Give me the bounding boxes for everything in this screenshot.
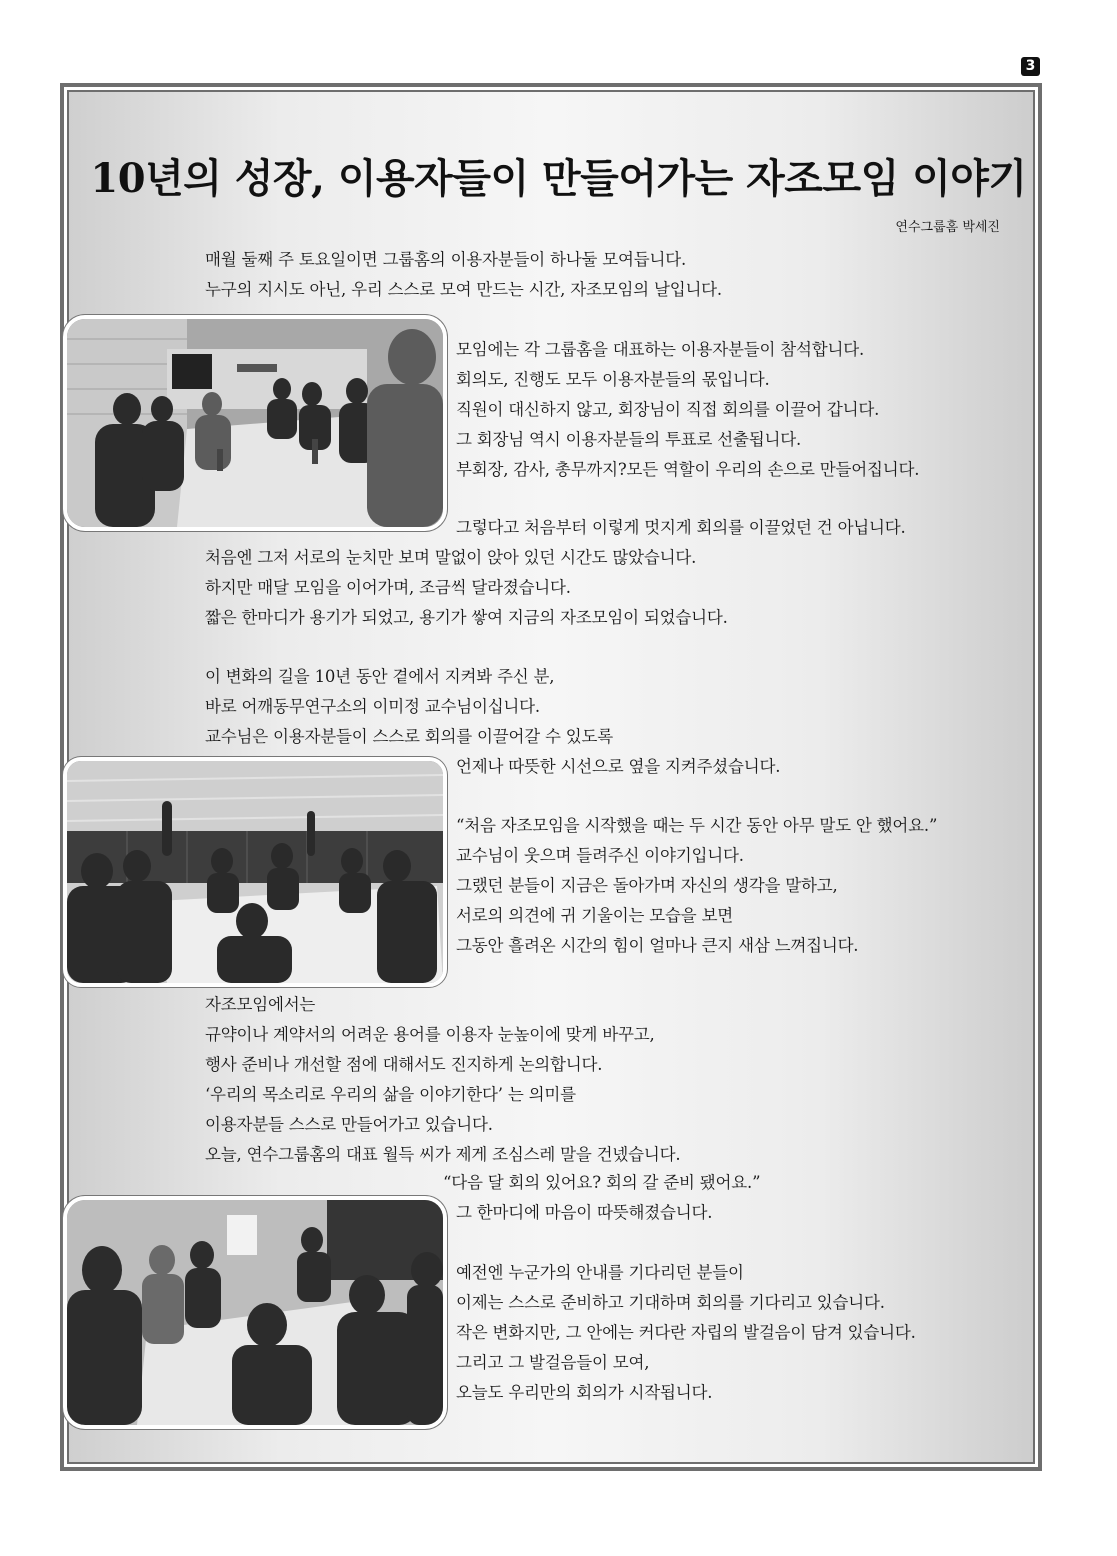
paragraph-line: 교수님이 웃으며 들려주신 이야기입니다. xyxy=(456,846,744,865)
page-number: 3 xyxy=(1021,57,1040,76)
paragraph-line: 예전엔 누군가의 안내를 기다리던 분들이 xyxy=(456,1263,744,1282)
paragraph-line: 그 한마디에 마음이 따뜻해졌습니다. xyxy=(456,1203,713,1222)
paragraph-line: 행사 준비나 개선할 점에 대해서도 진지하게 논의합니다. xyxy=(205,1055,603,1074)
paragraph-line: ‘우리의 목소리로 우리의 삶을 이야기한다’ 는 의미를 xyxy=(205,1085,576,1104)
paragraph-line: 서로의 의견에 귀 기울이는 모습을 보면 xyxy=(456,906,734,925)
paragraph-line: 작은 변화지만, 그 안에는 커다란 자립의 발걸음이 담겨 있습니다. xyxy=(456,1323,916,1342)
paragraph-line: 그 회장님 역시 이용자분들의 투표로 선출됩니다. xyxy=(456,430,802,449)
paragraph-line: 자조모임에서는 xyxy=(205,995,316,1014)
paragraph-line: 짧은 한마디가 용기가 되었고, 용기가 쌓여 지금의 자조모임이 되었습니다. xyxy=(205,608,728,627)
paragraph-line: 그동안 흘려온 시간의 힘이 얼마나 큰지 새삼 느껴집니다. xyxy=(456,936,859,955)
meeting-photo-3 xyxy=(63,1196,447,1429)
paragraph-line: 처음엔 그저 서로의 눈치만 보며 말없이 앉아 있던 시간도 많았습니다. xyxy=(205,548,697,567)
paragraph-line: 교수님은 이용자분들이 스스로 회의를 이끌어갈 수 있도록 xyxy=(205,727,614,746)
paragraph-line: “처음 자조모임을 시작했을 때는 두 시간 동안 아무 말도 안 했어요.” xyxy=(456,816,938,835)
paragraph-line: 바로 어깨동무연구소의 이미정 교수님이십니다. xyxy=(205,697,540,716)
paragraph-line: 이 변화의 길을 10년 동안 곁에서 지켜봐 주신 분, xyxy=(205,667,555,686)
paragraph-line: 부회장, 감사, 총무까지?모든 역할이 우리의 손으로 만들어집니다. xyxy=(456,460,920,479)
paragraph-line: 그리고 그 발걸음들이 모여, xyxy=(456,1353,650,1372)
article-title: 10년의 성장, 이용자들이 만들어가는 자조모임 이야기 xyxy=(90,155,1027,202)
paragraph-line: 매월 둘째 주 토요일이면 그룹홈의 이용자분들이 하나둘 모여듭니다. xyxy=(205,250,687,269)
paragraph-line: “다음 달 회의 있어요? 회의 갈 준비 됐어요.” xyxy=(443,1173,761,1192)
article-author: 연수그룹홈 박세진 xyxy=(895,220,1000,235)
paragraph-line: 회의도, 진행도 모두 이용자분들의 몫입니다. xyxy=(456,370,770,389)
paragraph-line: 하지만 매달 모임을 이어가며, 조금씩 달라졌습니다. xyxy=(205,578,571,597)
meeting-photo-1 xyxy=(63,315,447,531)
paragraph-line: 이제는 스스로 준비하고 기대하며 회의를 기다리고 있습니다. xyxy=(456,1293,885,1312)
paragraph-line: 오늘, 연수그룹홈의 대표 월득 씨가 제게 조심스레 말을 건넸습니다. xyxy=(205,1145,681,1164)
paragraph-line: 규약이나 계약서의 어려운 용어를 이용자 눈높이에 맞게 바꾸고, xyxy=(205,1025,655,1044)
paragraph-line: 그렇다고 처음부터 이렇게 멋지게 회의를 이끌었던 건 아닙니다. xyxy=(456,518,906,537)
paragraph-line: 직원이 대신하지 않고, 회장님이 직접 회의를 이끌어 갑니다. xyxy=(456,400,880,419)
paragraph-line: 언제나 따뜻한 시선으로 옆을 지켜주셨습니다. xyxy=(456,757,781,776)
paragraph-line: 그랬던 분들이 지금은 돌아가며 자신의 생각을 말하고, xyxy=(456,876,838,895)
paragraph-line: 오늘도 우리만의 회의가 시작됩니다. xyxy=(456,1383,713,1402)
paragraph-line: 누구의 지시도 아닌, 우리 스스로 모여 만드는 시간, 자조모임의 날입니다. xyxy=(205,280,722,299)
paragraph-line: 이용자분들 스스로 만들어가고 있습니다. xyxy=(205,1115,493,1134)
paragraph-line: 모임에는 각 그룹홈을 대표하는 이용자분들이 참석합니다. xyxy=(456,340,865,359)
meeting-photo-2 xyxy=(63,757,447,987)
